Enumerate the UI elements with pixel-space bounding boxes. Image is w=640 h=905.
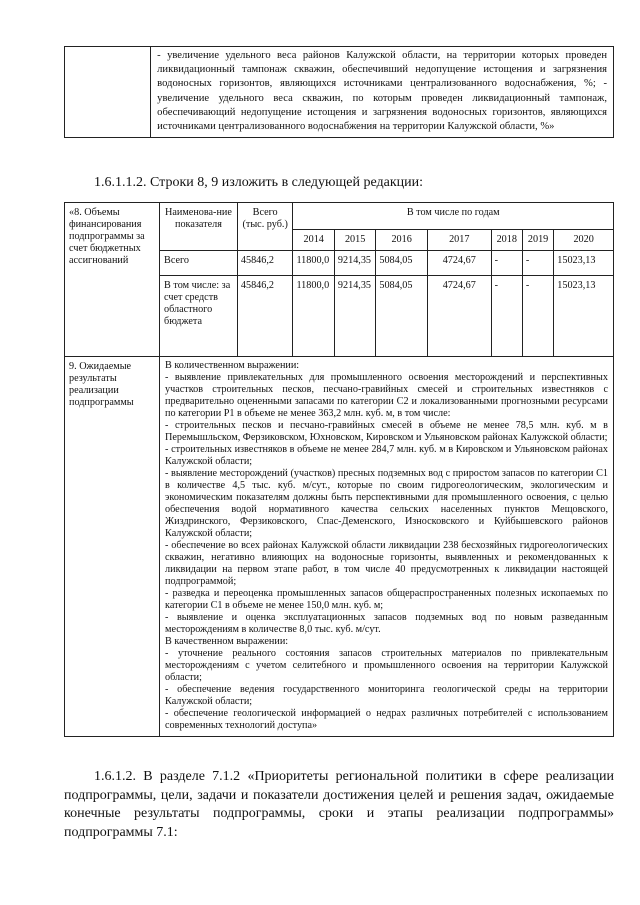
- table-cell: 4724,67: [427, 276, 491, 357]
- results-line: - строительных песков и песчано-гравийных смесей в объеме не менее 78,5 млн. куб. м в Перемышльском, Ферзиковском, Юхновском, Кировском и Ульяновском районах Калужской области;: [165, 420, 608, 443]
- table-cell: 5084,05: [376, 251, 428, 276]
- table-cell: -: [491, 276, 522, 357]
- program-table: [64, 202, 614, 737]
- years-header: В том числе по годам: [293, 203, 614, 230]
- col-total-header: Всего (тыс. руб.): [237, 203, 293, 251]
- results-line: В качественном выражении:: [165, 636, 289, 647]
- row-total: 45846,2: [237, 251, 293, 276]
- row-total: 45846,2: [237, 276, 293, 357]
- year-header: 2016: [376, 230, 428, 251]
- year-header: 2015: [334, 230, 375, 251]
- continuation-table: [64, 46, 614, 138]
- results-line: - выявление и оценка эксплуатационных запасов подземных вод по новым разведанным месторождениям в количестве 8,0 тыс. куб. м/сут.: [165, 612, 608, 635]
- table-cell: 11800,0: [293, 251, 334, 276]
- results-line: В количественном выражении:: [165, 360, 300, 371]
- results-line: - выявление привлекательных для промышленного освоения месторождений и перспективных участков строительных песков, песчано-гравийных смесей и строительных известняков с предварительно оцененными запасами по категории С2 и локализованными прогнозными ресурсами по категории Р1 в объеме не менее 363,2 млн. куб. м, в том числе:: [165, 372, 608, 419]
- table-cell: -: [491, 251, 522, 276]
- section-heading: 1.6.1.1.2. Строки 8, 9 изложить в следующей редакции:: [94, 175, 424, 190]
- table-cell: 15023,13: [554, 276, 614, 357]
- table-cell: 15023,13: [554, 251, 614, 276]
- table-cell: 11800,0: [293, 276, 334, 357]
- row9-results: [160, 357, 614, 737]
- results-line: - обеспечение ведения государственного мониторинга геологической среды на территории Калужской области;: [165, 684, 608, 707]
- row8-label: «8. Объемы финансирования подпрограммы за счет бюджетных ассигнований: [65, 203, 160, 357]
- row-name: Всего: [160, 251, 238, 276]
- year-header: 2014: [293, 230, 334, 251]
- year-header: 2018: [491, 230, 522, 251]
- row9-label: 9. Ожидаемые результаты реализации подпрограммы: [65, 357, 160, 737]
- year-header: 2017: [427, 230, 491, 251]
- col-name-header: Наименова-ние показателя: [160, 203, 238, 251]
- continuation-label-cell: [65, 47, 151, 138]
- body-paragraph: 1.6.1.2. В разделе 7.1.2 «Приоритеты региональной политики в сфере реализации подпрограммы, цели, задачи и показатели достижения целей и решения задач, ожидаемые конечные результаты подпрограммы, сроки и этапы реализации подпрограммы» подпрограммы 7.1:: [64, 769, 614, 840]
- results-line: - обеспечение геологической информацией о недрах различных потребителей с использованием современных технологий доступа»: [165, 708, 608, 731]
- results-line: - разведка и переоценка промышленных запасов общераспространенных полезных ископаемых по категории С1 в объеме не менее 150,0 млн. куб. м;: [165, 588, 608, 611]
- year-header: 2019: [522, 230, 553, 251]
- table-cell: 4724,67: [427, 251, 491, 276]
- results-line: - уточнение реального состояния запасов строительных материалов по привлекательным месторождениям с учетом селитебного и промышленного освоения на территории Калужской области;: [165, 648, 608, 683]
- table-cell: -: [522, 276, 553, 357]
- results-line: - выявление месторождений (участков) пресных подземных вод с приростом запасов по категории С1 в количестве 4,5 тыс. куб. м/сут., которые по своим гидрогеологическим, экологическим и экономическим показателям должны быть перспективными для промышленного освоения, с целью обеспечения водой нормативного качества сельских населенных пунктов Мещовского, Жиздринского, Ферзиковского, Спас-Деменского, Износковского и Куйбышевского районов Калужской области;: [165, 468, 608, 539]
- row-name: В том числе: за счет средств областного бюджета: [160, 276, 238, 357]
- table-cell: 5084,05: [376, 276, 428, 357]
- table-cell: 9214,35: [334, 251, 375, 276]
- continuation-text-cell: - увеличение удельного веса районов Калужской области, на территории которых проведен ликвидационный тампонаж скважин, обеспечивший недопущение истощения и загрязнения водоносных горизонтов, являющихся источниками централизованного водоснабжения, %; - увеличение удельного веса скважин, по которым проведен ликвидационный тампонаж, обеспечивающий недопущение истощения и загрязнения водоносных горизонтов, являющихся источниками централизованного водоснабжения на территории Калужской области, %»: [151, 47, 614, 138]
- results-line: - строительных известняков в объеме не менее 284,7 млн. куб. м в Кировском и Ульяновском районах Калужской области;: [165, 444, 608, 467]
- year-header: 2020: [554, 230, 614, 251]
- results-line: - обеспечение во всех районах Калужской области ликвидации 238 бесхозяйных гидрогеологических скважин, негативно влияющих на водоносные горизонты, выявленных и рекомендованных к ликвидации на первом этапе работ, в том числе 40 предусмотренных к ликвидации настоящей подпрограммой;: [165, 540, 608, 587]
- table-cell: 9214,35: [334, 276, 375, 357]
- table-cell: -: [522, 251, 553, 276]
